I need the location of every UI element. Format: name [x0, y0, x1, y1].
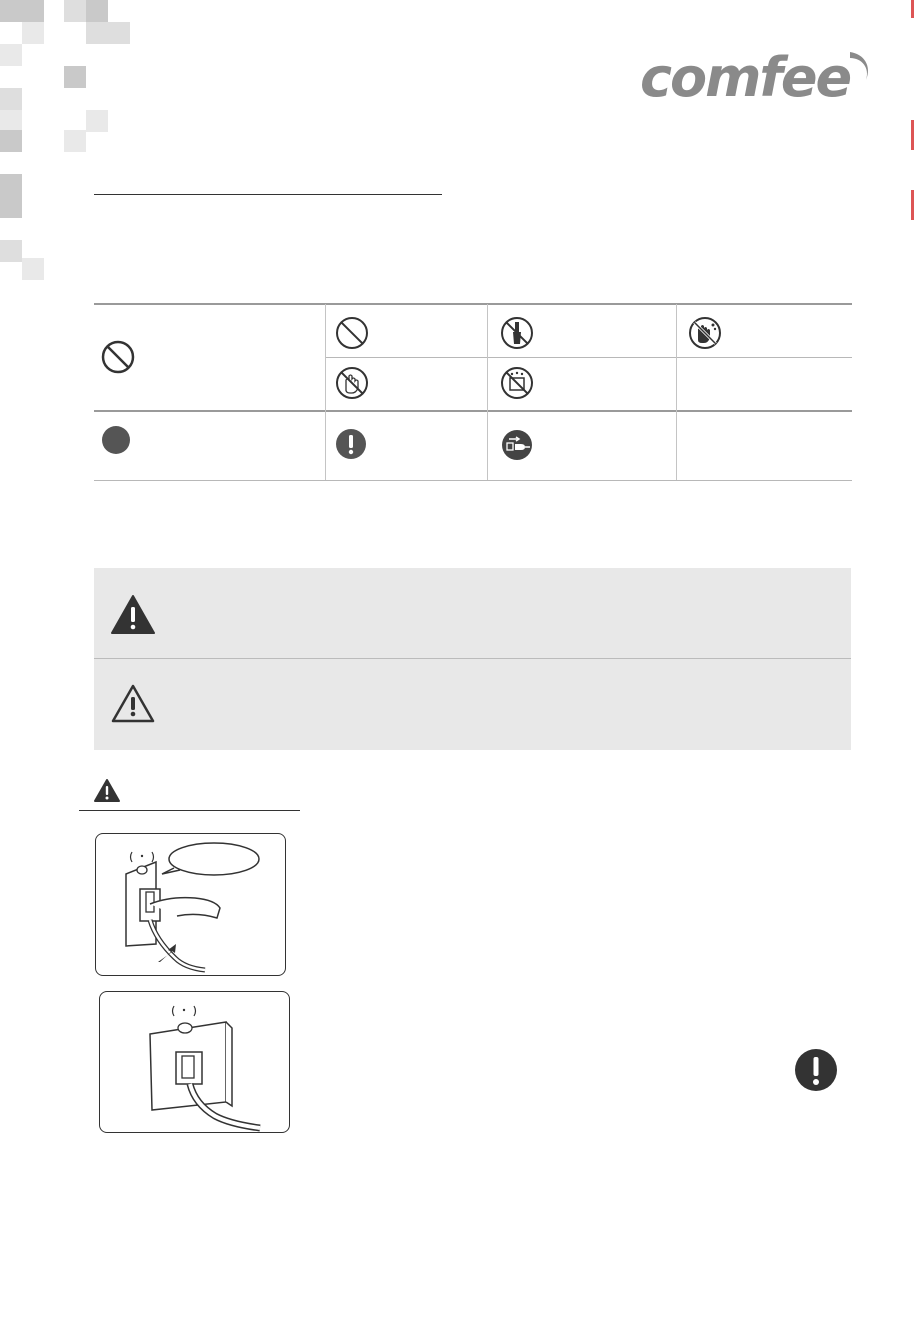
- warning-notice: [94, 568, 851, 658]
- svg-text:comfee: comfee: [640, 46, 851, 108]
- no-circle-icon: [101, 340, 135, 374]
- caution-notice: [94, 659, 851, 750]
- no-touch-icon: [335, 366, 369, 400]
- no-water-splash-icon: [500, 366, 534, 400]
- plug-seated-illustration: [99, 991, 290, 1133]
- unplug-icon: [500, 428, 534, 462]
- section-underline: [79, 810, 300, 811]
- plug-insertion-illustration: [95, 833, 286, 976]
- no-circle-icon: [335, 316, 369, 350]
- caution-outline-triangle-icon: [110, 683, 156, 725]
- filled-dot-icon: [101, 425, 131, 455]
- edge-marks: [910, 0, 914, 300]
- exclamation-circle-icon: [794, 1048, 838, 1092]
- title-underline: [94, 194, 442, 195]
- warning-filled-triangle-icon: [93, 778, 121, 804]
- exclamation-circle-icon: [335, 428, 367, 460]
- no-wet-hands-icon: [688, 316, 722, 350]
- brand-logo: [638, 46, 878, 108]
- warning-filled-triangle-icon: [110, 594, 156, 636]
- no-disassemble-icon: [500, 316, 534, 350]
